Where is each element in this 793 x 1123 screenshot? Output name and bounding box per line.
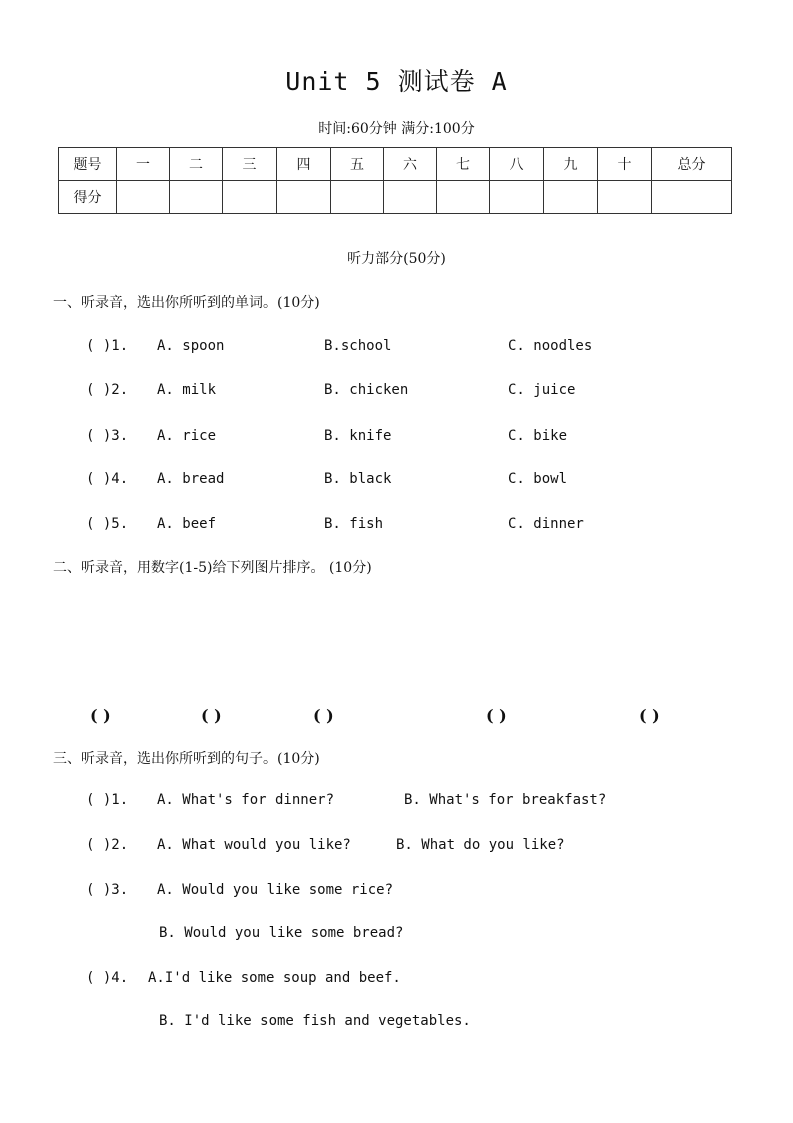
listening-title: 听力部分(50分): [347, 251, 446, 267]
s3-q3-option-a: A. Would you like some rice?: [157, 882, 394, 898]
s1-q5-option-a: A. beef: [157, 516, 217, 532]
score-input-cell[interactable]: [652, 181, 732, 214]
table-cell: 七: [437, 148, 490, 181]
section3-heading: 三、听录音，选出你所听到的句子。(10分): [53, 751, 320, 767]
score-input-cell[interactable]: [384, 181, 437, 214]
score-input-cell[interactable]: [331, 181, 384, 214]
section2-heading: 二、听录音，用数字(1-5)给下列图片排序。 (10分): [53, 560, 372, 576]
table-cell: 题号: [59, 148, 117, 181]
s3-q1-number[interactable]: ( )1.: [86, 792, 129, 808]
s1-q3-option-c: C. bike: [508, 428, 568, 444]
s1-q4-option-a: A. bread: [157, 471, 225, 487]
score-input-cell[interactable]: [544, 181, 598, 214]
table-cell: 一: [117, 148, 170, 181]
s1-q5-number[interactable]: ( )5.: [86, 516, 129, 532]
page-title: Unit 5 测试卷 A: [285, 67, 508, 96]
s1-q5-option-c: C. dinner: [508, 516, 584, 532]
s1-q4-option-b: B. black: [324, 471, 392, 487]
s1-q4-option-c: C. bowl: [508, 471, 568, 487]
table-cell: 六: [384, 148, 437, 181]
score-input-cell[interactable]: [490, 181, 544, 214]
s1-q2-option-b: B. chicken: [324, 382, 409, 398]
table-cell: 总分: [652, 148, 732, 181]
score-input-cell[interactable]: [598, 181, 652, 214]
s3-q3-option-b: B. Would you like some bread?: [159, 925, 404, 941]
score-table: [58, 147, 732, 214]
s1-q5-option-b: B. fish: [324, 516, 384, 532]
s3-q2-option-b: B. What do you like?: [396, 837, 565, 853]
table-cell: 八: [490, 148, 544, 181]
s3-q4-number[interactable]: ( )4.: [86, 970, 129, 986]
s1-q3-option-a: A. rice: [157, 428, 217, 444]
s3-q1-option-a: A. What's for dinner?: [157, 792, 335, 808]
score-input-cell[interactable]: [437, 181, 490, 214]
table-cell: 三: [223, 148, 277, 181]
s1-q2-option-c: C. juice: [508, 382, 576, 398]
table-cell: 五: [331, 148, 384, 181]
s1-q4-number[interactable]: ( )4.: [86, 471, 129, 487]
s3-q4-option-a: A.I'd like some soup and beef.: [148, 970, 401, 986]
score-input-cell[interactable]: [277, 181, 331, 214]
s1-q3-number[interactable]: ( )3.: [86, 428, 129, 444]
s1-q3-option-b: B. knife: [324, 428, 392, 444]
score-input-cell[interactable]: [223, 181, 277, 214]
exam-info: 时间:60分钟 满分:100分: [318, 121, 475, 137]
table-cell: 二: [170, 148, 223, 181]
s1-q1-option-a: A. spoon: [157, 338, 225, 354]
score-table-score-row: [59, 181, 732, 214]
cutlery-pictures: [0, 594, 793, 694]
picture5-answer-blank[interactable]: ( ): [639, 706, 660, 725]
picture4-answer-blank[interactable]: ( ): [486, 706, 507, 725]
score-input-cell[interactable]: [117, 181, 170, 214]
picture3-answer-blank[interactable]: ( ): [313, 706, 334, 725]
score-input-cell[interactable]: [170, 181, 223, 214]
picture2-answer-blank[interactable]: ( ): [201, 706, 222, 725]
s1-q1-option-c: C. noodles: [508, 338, 593, 354]
s1-q2-number[interactable]: ( )2.: [86, 382, 129, 398]
s1-q1-number[interactable]: ( )1.: [86, 338, 129, 354]
picture1-answer-blank[interactable]: ( ): [90, 706, 111, 725]
table-cell: 得分: [59, 181, 117, 214]
s3-q3-number[interactable]: ( )3.: [86, 882, 129, 898]
section1-heading: 一、听录音，选出你所听到的单词。(10分): [53, 295, 320, 311]
score-table-header-row: [59, 148, 732, 181]
table-cell: 九: [544, 148, 598, 181]
table-cell: 十: [598, 148, 652, 181]
s3-q1-option-b: B. What's for breakfast?: [404, 792, 607, 808]
s3-q4-option-b: B. I'd like some fish and vegetables.: [159, 1013, 471, 1029]
s3-q2-option-a: A. What would you like?: [157, 837, 351, 853]
s1-q2-option-a: A. milk: [157, 382, 217, 398]
s1-q1-option-b: B.school: [324, 338, 392, 354]
table-cell: 四: [277, 148, 331, 181]
s3-q2-number[interactable]: ( )2.: [86, 837, 129, 853]
